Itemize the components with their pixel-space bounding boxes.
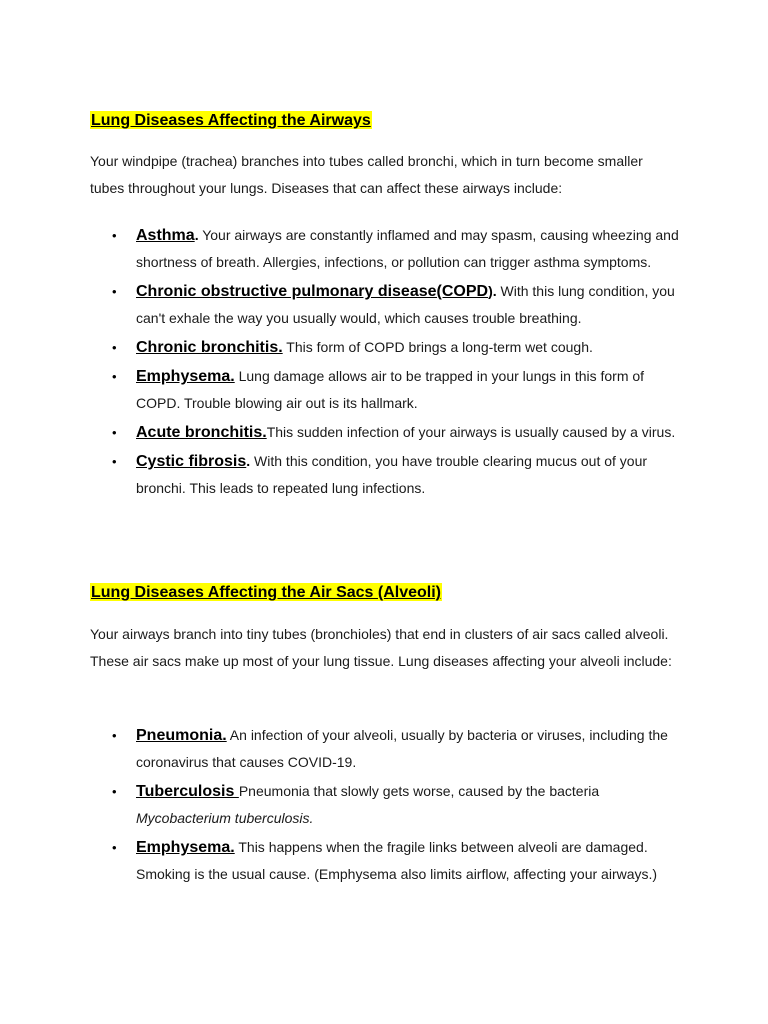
disease-term: Tuberculosis <box>136 783 239 800</box>
disease-description: Your airways are constantly inflamed and may spasm, causing wheezing and shortness of breath. Allergies, infections, or pollution can trigger asthma symptoms. <box>136 227 679 270</box>
disease-term: Chronic bronchitis. <box>136 339 283 356</box>
section-heading-alveoli <box>90 582 442 604</box>
section-heading-airways <box>90 110 372 132</box>
intro-paragraph-airways: Your windpipe (trachea) branches into tubes called bronchi, which in turn become smaller tubes throughout your lungs. Diseases that can affect these airways include: <box>90 153 643 196</box>
disease-term: Chronic obstructive pulmonary disease(COPD <box>136 283 489 300</box>
disease-term: Pneumonia. <box>136 727 227 744</box>
disease-description: With this condition, you have trouble clearing mucus out of your bronchi. This leads to repeated lung infections. <box>136 453 648 496</box>
list-item <box>136 222 681 276</box>
intro-paragraph-alveoli: Your airways branch into tiny tubes (bronchioles) that end in clusters of air sacs called alveoli. These air sacs make up most of your lung tissue. Lung diseases affecting your alveoli include: <box>90 626 672 669</box>
disease-term: Emphysema. <box>136 368 235 385</box>
list-item <box>136 778 681 832</box>
disease-description: This form of COPD brings a long-term wet cough. <box>282 339 593 355</box>
list-item <box>136 722 681 776</box>
disease-description: This sudden infection of your airways is usually caused by a virus. <box>266 424 676 440</box>
alveoli-disease-list <box>136 722 681 890</box>
disease-description: This happens when the fragile links between alveoli are damaged. Smoking is the usual cause. (Emphysema also limits airflow, affecting your airways.) <box>136 839 658 882</box>
heading-text: Lung Diseases Affecting the Airways <box>91 112 371 129</box>
disease-term: Acute bronchitis. <box>136 424 267 441</box>
heading-text: Lung Diseases Affecting the Air Sacs (Alveoli) <box>91 584 442 601</box>
list-item <box>136 419 681 446</box>
disease-description: With this lung condition, you can't exhale the way you usually would, which causes trouble breathing. <box>136 283 675 326</box>
bacteria-name: Mycobacterium tuberculosis. <box>136 810 314 826</box>
airway-disease-list <box>136 222 681 504</box>
term-punctuation: ). <box>488 283 497 299</box>
disease-term: Cystic fibrosis <box>136 453 247 470</box>
list-item <box>136 363 681 417</box>
disease-description: Lung damage allows air to be trapped in your lungs in this form of COPD. Trouble blowing air out is its hallmark. <box>136 368 645 411</box>
list-item <box>136 834 681 888</box>
disease-term: Asthma <box>136 227 195 244</box>
list-item <box>136 278 681 332</box>
term-punctuation: . <box>246 453 251 469</box>
list-item <box>136 448 681 502</box>
disease-description: An infection of your alveoli, usually by bacteria or viruses, including the coronavirus that causes COVID-19. <box>136 727 668 770</box>
disease-description: Pneumonia that slowly gets worse, caused by the bacteria <box>238 783 600 799</box>
term-punctuation: . <box>194 227 199 243</box>
list-item <box>136 334 681 361</box>
disease-term: Emphysema. <box>136 839 235 856</box>
